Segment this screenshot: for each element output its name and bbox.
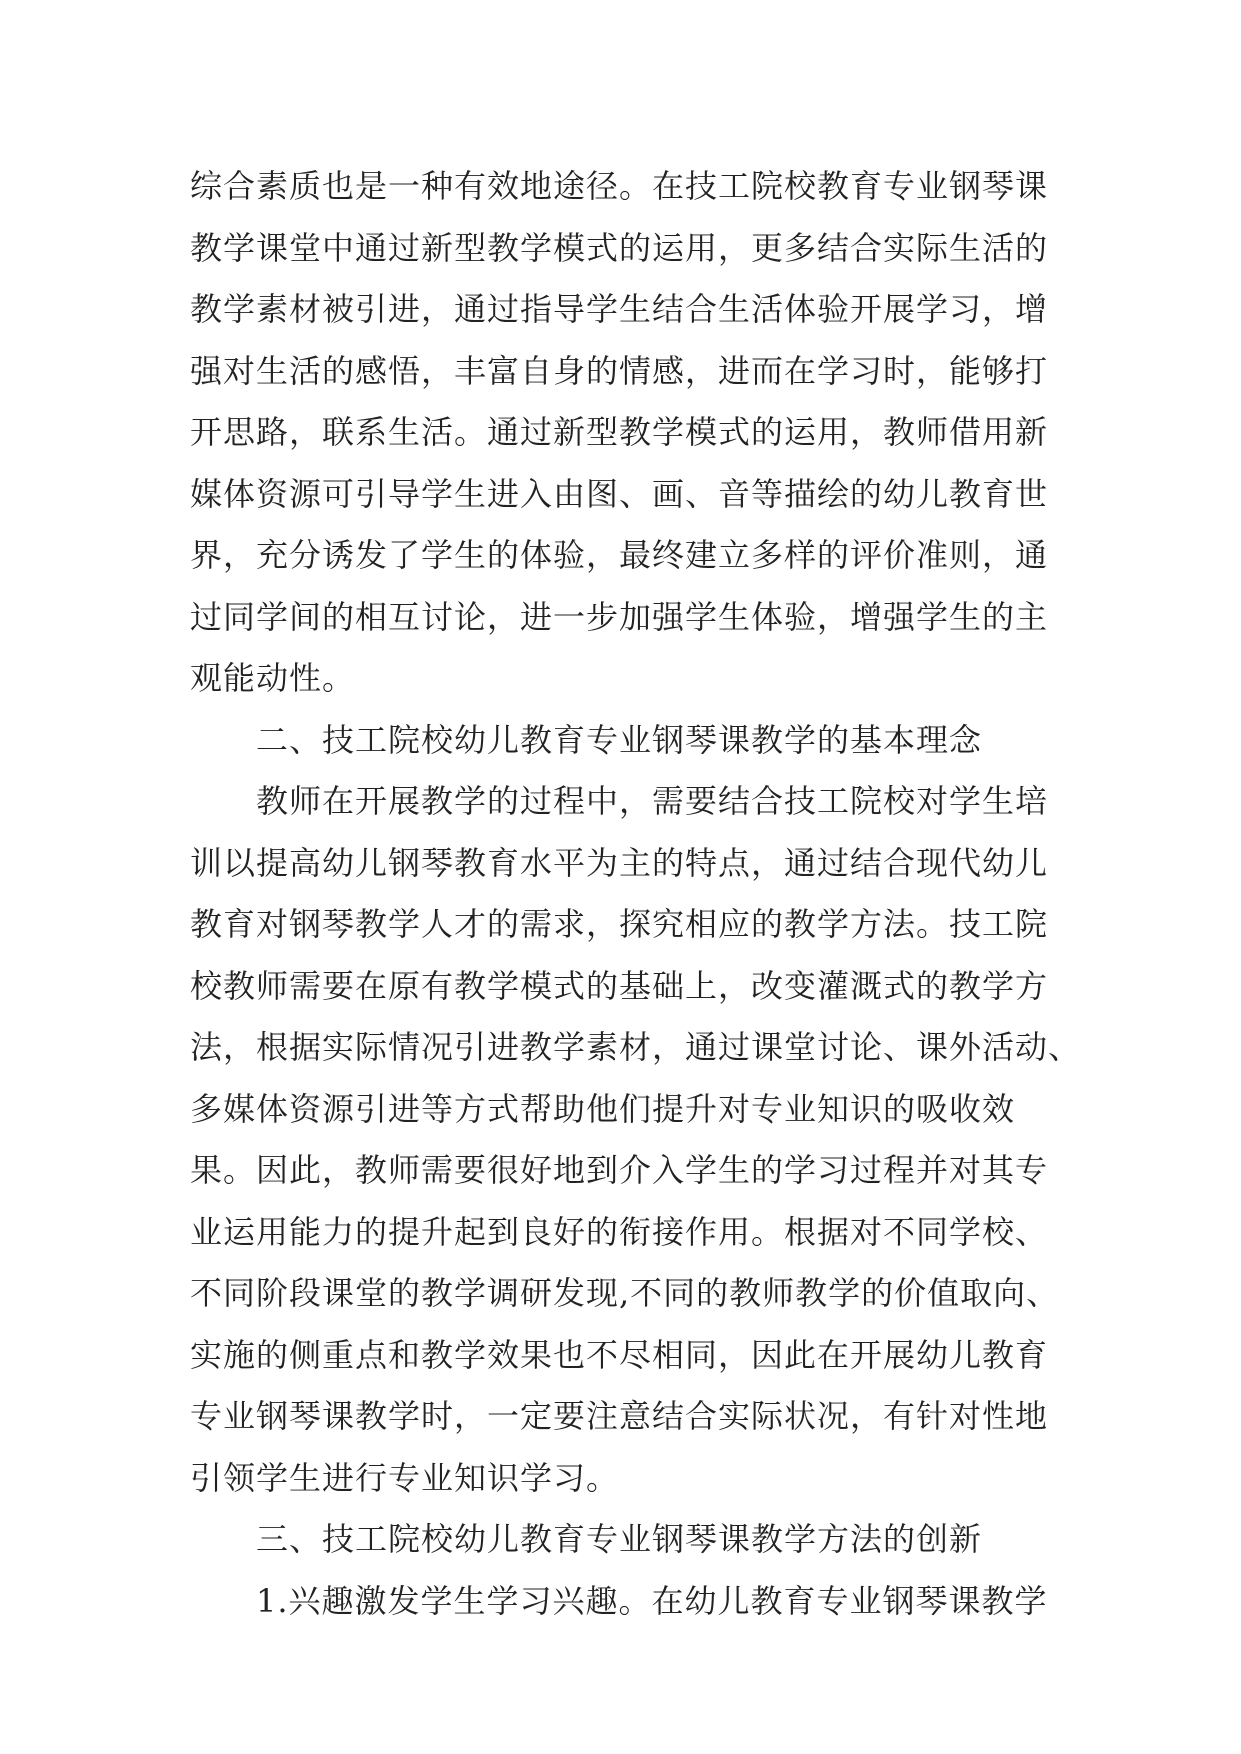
paragraph-line: 训以提高幼儿钢琴教育水平为主的特点，通过结合现代幼儿 xyxy=(190,843,1049,882)
paragraph-line: 果。因此，教师需要很好地到介入学生的学习过程并对其专 xyxy=(190,1151,1049,1189)
paragraph-line: 媒体资源可引导学生进入由图、画、音等描绘的幼儿教育世 xyxy=(190,474,1049,513)
paragraph-line: 实施的侧重点和教学效果也不尽相同，因此在开展幼儿教育 xyxy=(190,1335,1049,1374)
paragraph-line: 开思路，联系生活。通过新型教学模式的运用，教师借用新 xyxy=(190,413,1049,451)
paragraph-line: 教育对钢琴教学人才的需求，探究相应的教学方法。技工院 xyxy=(190,905,1049,943)
document-body xyxy=(190,156,1082,1632)
paragraph-line: 专业钢琴课教学时，一定要注意结合实际状况，有针对性地 xyxy=(190,1397,1049,1435)
paragraph-line: 界，充分诱发了学生的体验，最终建立多样的评价准则，通 xyxy=(190,536,1049,574)
paragraph-line: 法，根据实际情况引进教学素材，通过课堂讨论、课外活动、 xyxy=(190,1028,1082,1066)
paragraph-line: 观能动性。 xyxy=(190,659,356,697)
paragraph-line: 教学素材被引进，通过指导学生结合生活体验开展学习，增 xyxy=(190,290,1049,328)
paragraph-line: 综合素质也是一种有效地途径。在技工院校教育专业钢琴课 xyxy=(190,167,1049,205)
paragraph-line: 校教师需要在原有教学模式的基础上，改变灌溉式的教学方 xyxy=(190,966,1049,1005)
paragraph-line: 教师在开展教学的过程中，需要结合技工院校对学生培 xyxy=(256,782,1049,820)
section-heading: 二、技工院校幼儿教育专业钢琴课教学的基本理念 xyxy=(256,720,983,759)
section-heading: 三、技工院校幼儿教育专业钢琴课教学方法的创新 xyxy=(256,1520,983,1558)
paragraph-line: 教学课堂中通过新型教学模式的运用，更多结合实际生活的 xyxy=(190,228,1049,267)
paragraph-line: 不同阶段课堂的教学调研发现,不同的教师教学的价值取向、 xyxy=(190,1274,1060,1312)
paragraph-line: 强对生活的感悟，丰富自身的情感，进而在学习时，能够打 xyxy=(190,351,1049,390)
paragraph-line: 引领学生进行专业知识学习。 xyxy=(190,1458,620,1497)
paragraph-line: 业运用能力的提升起到良好的衔接作用。根据对不同学校、 xyxy=(190,1212,1049,1251)
paragraph-line: 1.兴趣激发学生学习兴趣。在幼儿教育专业钢琴课教学 xyxy=(256,1581,1048,1620)
paragraph-line: 过同学间的相互讨论，进一步加强学生体验，增强学生的主 xyxy=(190,597,1049,636)
paragraph-line: 多媒体资源引进等方式帮助他们提升对专业知识的吸收效 xyxy=(190,1089,1016,1128)
